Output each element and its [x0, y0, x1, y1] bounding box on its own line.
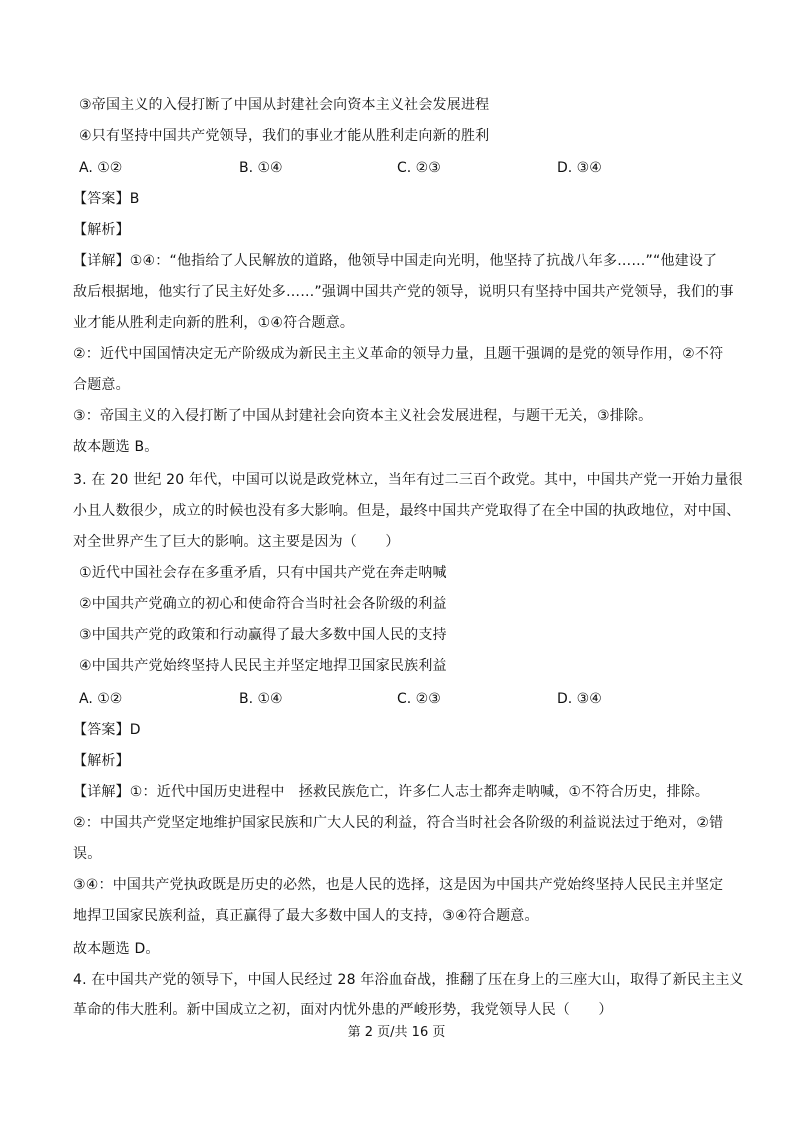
- q3-detail-line: 【详解】①：近代中国历史进程中 拯救民族危亡，许多仁人志士都奔走呐喊，①不符合历史，排除。: [73, 784, 710, 800]
- q2-detail-line: 合题意。: [73, 377, 130, 393]
- q2-statement-4: ④只有坚持中国共产党领导，我们的事业才能从胜利走向新的胜利: [79, 128, 490, 144]
- q2-conclusion: 故本题选 B。: [73, 439, 159, 455]
- q2-analysis-label: 【解析】: [73, 222, 130, 238]
- q2-detail-line: 【详解】①④：“他指给了人民解放的道路，他领导中国走向光明，他坚持了抗战八年多……”“他建设了: [73, 253, 718, 269]
- q3-detail-line: 误。: [73, 846, 102, 862]
- q3-stem-line: 3. 在 20 世纪 20 年代，中国可以说是政党林立，当年有过二三百个政党。其中，中国共产党一开始力量很: [73, 472, 743, 488]
- q3-answer: 【答案】D: [73, 722, 141, 738]
- q2-detail-line: 敌后根据地，他实行了民主好处多……”强调中国共产党的领导，说明只有坚持中国共产党领导，我们的事: [73, 284, 734, 300]
- q3-stem-line: 对全世界产生了巨大的影响。这主要是因为（ ）: [73, 534, 400, 550]
- q3-option-b: B. ①④: [239, 691, 283, 707]
- q2-option-c: C. ②③: [397, 160, 441, 176]
- q3-detail-line: ③④：中国共产党执政既是历史的必然，也是人民的选择，这是因为中国共产党始终坚持人民民主并坚定: [73, 877, 724, 893]
- q2-answer: 【答案】B: [73, 191, 140, 207]
- q3-statement-4: ④中国共产党始终坚持人民民主并坚定地捍卫国家民族利益: [79, 658, 447, 674]
- q3-detail-line: ②：中国共产党坚定地维护国家民族和广大人民的利益，符合当时社会各阶级的利益说法过于绝对，②错: [73, 815, 724, 831]
- q2-option-a: A. ①②: [79, 160, 123, 176]
- q3-conclusion: 故本题选 D。: [73, 941, 160, 957]
- q2-detail-line: 业才能从胜利走向新的胜利，①④符合题意。: [73, 315, 355, 331]
- q3-statement-3: ③中国共产党的政策和行动赢得了最大多数中国人民的支持: [79, 627, 447, 643]
- page-number: 第 2 页/共 16 页: [347, 1025, 446, 1040]
- q2-detail-line: ②：近代中国国情决定无产阶级成为新民主主义革命的领导力量，且题干强调的是党的领导作用，②不符: [73, 346, 724, 362]
- q2-option-b: B. ①④: [239, 160, 283, 176]
- q3-analysis-label: 【解析】: [73, 753, 130, 769]
- q2-option-d: D. ③④: [557, 160, 602, 176]
- q3-option-a: A. ①②: [79, 691, 123, 707]
- q3-statement-1: ①近代中国社会存在多重矛盾，只有中国共产党在奔走呐喊: [79, 565, 447, 581]
- q3-option-d: D. ③④: [557, 691, 602, 707]
- q3-option-c: C. ②③: [397, 691, 441, 707]
- q3-stem-line: 小且人数很少，成立的时候也没有多大影响。但是，最终中国共产党取得了在全中国的执政地位，对中国、: [73, 503, 741, 519]
- q4-stem-line: 4. 在中国共产党的领导下，中国人民经过 28 年浴血奋战，推翻了压在身上的三座大山，取得了新民主主义: [73, 972, 744, 988]
- q2-detail-line: ③：帝国主义的入侵打断了中国从封建社会向资本主义社会发展进程，与题干无关，③排除。: [73, 408, 653, 424]
- q4-stem-line: 革命的伟大胜利。新中国成立之初，面对内忧外患的严峻形势，我党领导人民（ ）: [73, 1002, 613, 1018]
- q3-statement-2: ②中国共产党确立的初心和使命符合当时社会各阶级的利益: [79, 596, 447, 612]
- q3-detail-line: 地捍卫国家民族利益，真正赢得了最大多数中国人的支持，③④符合题意。: [73, 908, 539, 924]
- q2-statement-3: ③帝国主义的入侵打断了中国从封建社会向资本主义社会发展进程: [79, 97, 490, 113]
